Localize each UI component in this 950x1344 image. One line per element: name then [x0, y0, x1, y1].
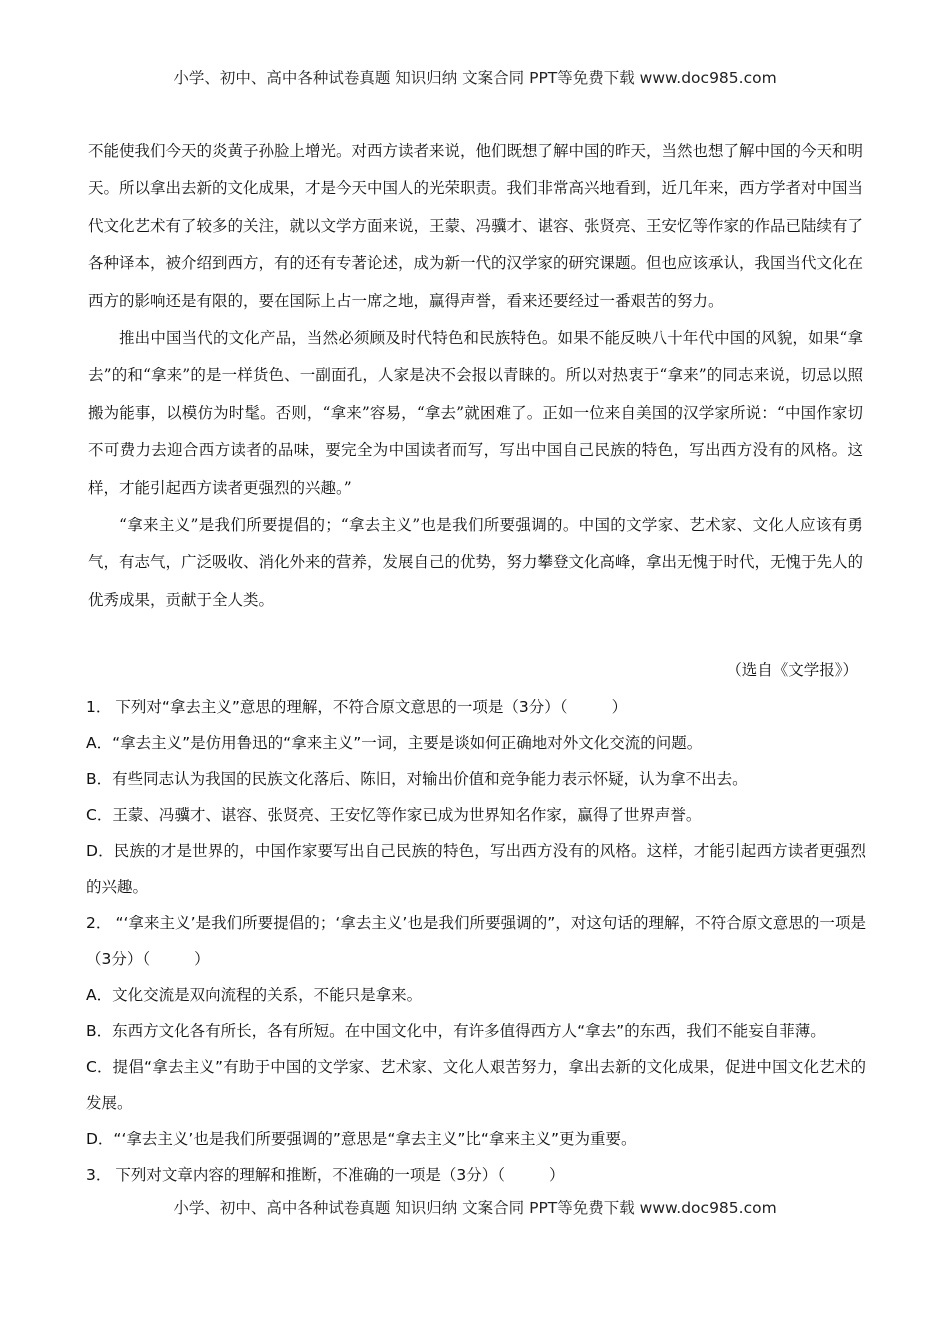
option-b: B．东西方文化各有所长，各有所短。在中国文化中，有许多值得西方人“拿去”的东西，我们不能妄自菲薄。: [86, 1022, 826, 1040]
question: [86, 905, 866, 1157]
option-a: A．文化交流是双向流程的关系，不能只是拿来。: [86, 986, 423, 1004]
article-paragraph: “拿来主义”是我们所要提倡的；“拿去主义”也是我们所要强调的。中国的文学家、艺术家、文化人应该有勇气，有志气，广泛吸收、消化外来的营养，发展自己的优势，努力攀登文化高峰，拿出无愧于时代，无愧于先人的优秀成果，贡献于全人类。: [88, 516, 864, 609]
article-body: [88, 133, 863, 619]
question-paren-close: ）: [611, 698, 628, 716]
option-a: A．“拿去主义”是仿用鲁迅的“拿来主义”一词，主要是谈如何正确地对外文化交流的问题。: [86, 734, 703, 752]
article-paragraph: 推出中国当代的文化产品，当然必须顾及时代特色和民族特色。如果不能反映八十年代中国的风貌，如果“拿去”的和“拿来”的是一样货色、一副面孔，人家是决不会报以青睐的。所以对热衷于“拿来”的同志来说，切忌以照搬为能事，以模仿为时髦。否则，“拿来”容易，“拿去”就困难了。正如一位来自美国的汉学家所说：“中国作家切不可费力去迎合西方读者的品味，要完全为中国读者而写，写出中国自己民族的特色，写出西方没有的风格。这样，才能引起西方读者更强烈的兴趣。”: [88, 329, 863, 497]
question-text: “‘拿来主义’是我们所要提倡的；‘拿去主义’也是我们所要强调的”，对这句话的理解，不符合原文意思的一项是（3分）（: [86, 914, 866, 968]
option-b: B．有些同志认为我国的民族文化落后、陈旧，对输出价值和竞争能力表示怀疑，认为拿不出去。: [86, 770, 748, 788]
question-stem: [86, 689, 866, 725]
question-text: 下列对“拿去主义”意思的理解，不符合原文意思的一项是（3分）（: [115, 698, 568, 716]
question-number: 1．: [86, 698, 112, 716]
question-number: 2．: [86, 914, 112, 932]
option-c: C．提倡“拿去主义”有助于中国的文学家、艺术家、文化人艰苦努力，拿出去新的文化成果，促进中国文化艺术的发展。: [86, 1058, 866, 1112]
question-paren-close: ）: [549, 1166, 565, 1184]
option-c: C．王蒙、冯骥才、谌容、张贤亮、王安忆等作家已成为世界知名作家，赢得了世界声誉。: [86, 806, 702, 824]
question-list: [86, 689, 866, 1193]
article-source: （选自《文学报》）: [726, 661, 858, 679]
page-footer: 小学、初中、高中各种试卷真题 知识归纳 文案合同 PPT等免费下载 www.doc985.com: [173, 1199, 777, 1217]
question-number: 3．: [86, 1166, 112, 1184]
question-text: 下列对文章内容的理解和推断，不准确的一项是（3分）（: [115, 1166, 505, 1184]
article-paragraph: 不能使我们今天的炎黄子孙脸上增光。对西方读者来说，他们既想了解中国的昨天，当然也想了解中国的今天和明天。所以拿出去新的文化成果，才是今天中国人的光荣职责。我们非常高兴地看到，近几年来，西方学者对中国当代文化艺术有了较多的关注，就以文学方面来说，王蒙、冯骥才、谌容、张贤亮、王安忆等作家的作品已陆续有了各种译本，被介绍到西方，有的还有专著论述，成为新一代的汉学家的研究课题。但也应该承认，我国当代文化在西方的影响还是有限的，要在国际上占一席之地，赢得声誉，看来还要经过一番艰苦的努力。: [88, 142, 864, 310]
option-d: D．“‘拿去主义’也是我们所要强调的”意思是“拿去主义”比“拿来主义”更为重要。: [86, 1130, 637, 1148]
option-d: D．民族的才是世界的，中国作家要写出自己民族的特色，写出西方没有的风格。这样，才能引起西方读者更强烈的兴趣。: [86, 842, 866, 896]
question: [86, 1157, 866, 1193]
question: [86, 689, 866, 905]
question-paren-close: ）: [194, 950, 210, 968]
question-stem: [86, 905, 866, 977]
question-stem: [86, 1157, 866, 1193]
page-header: 小学、初中、高中各种试卷真题 知识归纳 文案合同 PPT等免费下载 www.doc985.com: [173, 69, 777, 87]
